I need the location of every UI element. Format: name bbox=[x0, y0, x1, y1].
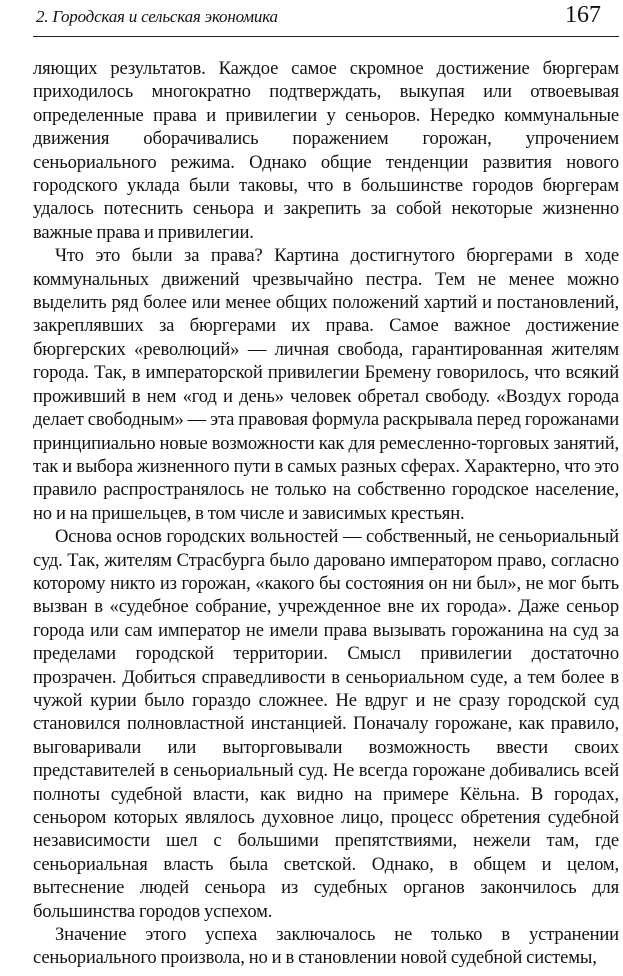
paragraph-court: Основа основ городских вольностей — собственный, не сеньориальный суд. Так, жителям Страсбурга было даровано императором право, согласно которому никто из горожан, «какого бы состояния он ни был», не мог быть вызван в «судебное собрание, учрежденное вне их города». Даже сеньор города или сам император не имели права вызывать горожанина на суд за пределами городской территории. Смысл привилегии достаточно прозрачен. Добиться справедливости в сеньориальном суде, а тем более в чужой курии было гораздо сложнее. Не вдруг и не сразу городской суд становился полновластной инстанцией. Поначалу горожане, как правило, выговаривали или выторговывали возможность ввести своих представителей в сеньориальный суд. Не всегда горожане добивались всей полноты судебной власти, как видно на примере Кёльна. В городах, сеньором которых являлось духовное лицо, процесс обретения судебной независимости шел с большими препятствиями, нежели там, где сеньориальная власть была светской. Однако, в общем и целом, вытеснение людей сеньора из судебных органов закончилось для большинства городов успехом. bbox=[33, 526, 619, 922]
paragraph-significance: Значение этого успеха заключалось не только в устранении сеньориального произвола, но и в становлении новой судебной системы, bbox=[33, 924, 619, 969]
page-number: 167 bbox=[565, 2, 601, 28]
running-header bbox=[33, 0, 619, 37]
main-text bbox=[33, 57, 619, 970]
chapter-running-title: 2. Городская и сельская экономика bbox=[36, 7, 278, 26]
paragraph-rights: Что это были за права? Картина достигнутого бюргерами в ходе коммунальных движений чрезвычайно пестра. Тем не менее можно выделить ряд более или менее общих положений хартий и постановлений, закреплявших за бюргерами их права. Самое важное достижение бюргерских «революций» — личная свобода, гарантированная жителям города. Так, в императорской привилегии Бремену говорилось, что всякий проживший в нем «год и день» человек обретал свободу. «Воздух города делает свободным» — эта правовая формула раскрывала перед горожанами принципиально новые возможности как для ремесленно-торговых занятий, так и выбора жизненного пути в самых разных сферах. Характерно, что это правило распространялось не только на собственно городское население, но и на пришельцев, в том числе и зависимых крестьян. bbox=[33, 245, 619, 524]
paragraph-continuation: ляющих результатов. Каждое самое скромное достижение бюргерам приходилось многократно подтверждать, выкупая или отвоевывая определенные права и привилегии у сеньоров. Нередко коммунальные движения оборачивались поражением горожан, упрочением сеньориального режима. Однако общие тенденции развития нового городского уклада были таковы, что в большинстве городов бюргерам удалось потеснить сеньора и закрепить за собой некоторые жизненно важные права и привилегии. bbox=[33, 58, 619, 243]
